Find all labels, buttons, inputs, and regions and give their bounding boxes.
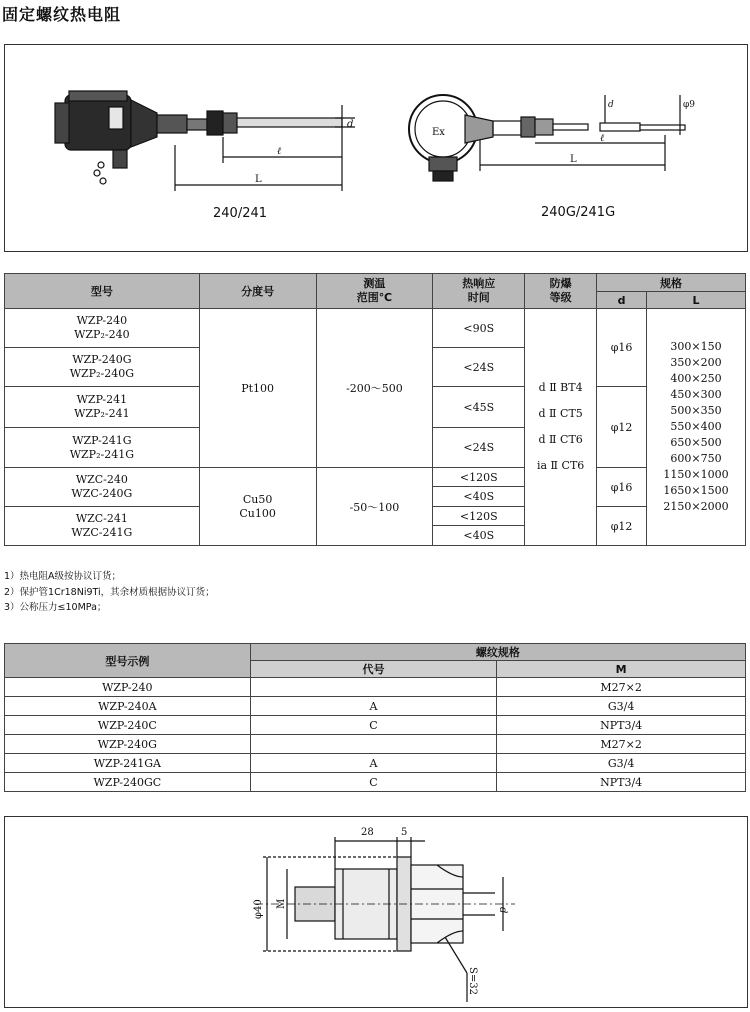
L-value: 1650×1500 bbox=[663, 484, 729, 497]
L-value: 400×250 bbox=[670, 372, 722, 385]
header-code: 代号 bbox=[250, 661, 497, 678]
thread-m: NPT3/4 bbox=[497, 716, 746, 735]
note-item: 1）热电阻A级按协议订货； bbox=[4, 571, 122, 582]
header-explosion bbox=[525, 274, 597, 309]
header-graduation: 分度号 bbox=[199, 274, 316, 309]
header-d: d bbox=[597, 292, 647, 309]
example-model: WZP-240A bbox=[5, 697, 251, 716]
header-range-line2: 范围℃ bbox=[356, 291, 393, 304]
model-cell bbox=[5, 507, 200, 546]
caption-240-241: 240/241 bbox=[213, 206, 268, 221]
range-pt: -200～500 bbox=[316, 309, 433, 468]
header-range-line1: 测温 bbox=[363, 277, 386, 290]
L-value: 1150×1000 bbox=[663, 468, 729, 481]
L-value: 500×350 bbox=[670, 404, 722, 417]
thread-code: A bbox=[250, 697, 497, 716]
ex-mark: Ex bbox=[432, 127, 445, 138]
table-row bbox=[5, 754, 746, 773]
example-model: WZP-240GC bbox=[5, 773, 251, 792]
dim-phi40: φ40 bbox=[253, 899, 264, 919]
header-response-line2: 时间 bbox=[467, 291, 490, 304]
dim-phi9: φ9 bbox=[683, 100, 696, 110]
table-row bbox=[5, 735, 746, 754]
page-title: 固定螺纹热电阻 bbox=[2, 5, 122, 24]
fitting-svg bbox=[5, 817, 747, 1007]
example-model: WZP-240C bbox=[5, 716, 251, 735]
figure-thread-fitting bbox=[4, 816, 748, 1008]
model-cell bbox=[5, 348, 200, 387]
table-row bbox=[5, 773, 746, 792]
header-L: L bbox=[647, 292, 746, 309]
explosion-grade: d Ⅱ CT6 bbox=[538, 433, 583, 446]
header-spec: 规格 bbox=[597, 274, 746, 292]
model-cell bbox=[5, 468, 200, 507]
L-value: 2150×2000 bbox=[663, 500, 729, 513]
graduation-pt: Pt100 bbox=[199, 309, 316, 468]
response-cell: <90S bbox=[433, 309, 525, 348]
dim-d: d bbox=[497, 907, 508, 914]
d-cell: φ16 bbox=[597, 309, 647, 387]
header-model: 型号 bbox=[5, 274, 200, 309]
model-name: WZC-240 bbox=[75, 473, 128, 486]
model-name: WZP₂-240G bbox=[69, 367, 134, 380]
thread-m: M27×2 bbox=[497, 735, 746, 754]
header-response bbox=[433, 274, 525, 309]
d-cell: φ12 bbox=[597, 387, 647, 468]
spec-table bbox=[4, 273, 746, 546]
response-cell: <120S bbox=[433, 468, 525, 487]
caption-240G-241G: 240G/241G bbox=[541, 205, 616, 220]
thread-table bbox=[4, 643, 746, 792]
dim-l-left: ℓ bbox=[277, 146, 282, 157]
L-value: 550×400 bbox=[670, 420, 722, 433]
dim-S32: S=32 bbox=[467, 967, 478, 995]
explosion-cell bbox=[525, 309, 597, 546]
model-name: WZP-240G bbox=[72, 353, 132, 366]
dim-L-right: L bbox=[570, 154, 577, 165]
graduation-value: Cu100 bbox=[239, 506, 276, 520]
range-cu: -50～100 bbox=[316, 468, 433, 546]
d-cell: φ16 bbox=[597, 468, 647, 507]
response-cell: <120S bbox=[433, 507, 525, 526]
table-row bbox=[5, 678, 746, 697]
thread-code: C bbox=[250, 716, 497, 735]
response-cell: <45S bbox=[433, 387, 525, 428]
L-cell bbox=[647, 309, 746, 546]
explosion-grade: d Ⅱ CT5 bbox=[538, 407, 583, 420]
model-name: WZP₂-240 bbox=[74, 328, 130, 341]
header-example: 型号示例 bbox=[5, 644, 251, 678]
explosion-grade: d Ⅱ BT4 bbox=[538, 381, 583, 394]
thread-code: C bbox=[250, 773, 497, 792]
dim-28: 28 bbox=[361, 827, 374, 838]
header-range bbox=[316, 274, 433, 309]
header-thread: 螺纹规格 bbox=[250, 644, 745, 661]
L-value: 450×300 bbox=[670, 388, 722, 401]
figure-thermal-resistor-drawings bbox=[4, 44, 748, 252]
thread-m: G3/4 bbox=[497, 754, 746, 773]
L-value: 650×500 bbox=[670, 436, 722, 449]
table-row bbox=[5, 697, 746, 716]
thread-m: NPT3/4 bbox=[497, 773, 746, 792]
thread-m: G3/4 bbox=[497, 697, 746, 716]
dim-L-left: L bbox=[255, 174, 262, 185]
header-explosion-line2: 等级 bbox=[549, 291, 572, 304]
model-name: WZC-240G bbox=[71, 487, 133, 500]
thread-code bbox=[250, 678, 497, 697]
model-name: WZP-241G bbox=[72, 433, 132, 447]
model-cell bbox=[5, 428, 200, 468]
graduation-value: Cu50 bbox=[242, 492, 273, 506]
dim-5: 5 bbox=[401, 827, 408, 838]
thread-m: M27×2 bbox=[497, 678, 746, 697]
L-value: 350×200 bbox=[670, 356, 722, 369]
header-response-line1: 热响应 bbox=[462, 277, 496, 290]
dim-l-right: ℓ bbox=[600, 133, 605, 144]
header-m: M bbox=[497, 661, 746, 678]
response-cell: <24S bbox=[433, 428, 525, 468]
example-model: WZP-240G bbox=[5, 735, 251, 754]
model-name: WZP-240 bbox=[76, 314, 128, 327]
response-cell: <40S bbox=[433, 487, 525, 507]
explosion-grade: ia Ⅱ CT6 bbox=[536, 459, 585, 472]
model-cell bbox=[5, 309, 200, 348]
drawing-240-241 bbox=[55, 91, 355, 191]
example-model: WZP-241GA bbox=[5, 754, 251, 773]
notes bbox=[4, 569, 215, 616]
header-explosion-line1: 防爆 bbox=[549, 277, 572, 290]
model-name: WZP₂-241 bbox=[74, 407, 130, 420]
L-value: 600×750 bbox=[670, 452, 722, 465]
example-model: WZP-240 bbox=[5, 678, 251, 697]
drawing-svg bbox=[5, 45, 747, 251]
note-item: 3）公称压力≤10MPa； bbox=[4, 602, 107, 613]
thread-code: A bbox=[250, 754, 497, 773]
response-cell: <24S bbox=[433, 348, 525, 387]
model-name: WZP-241 bbox=[76, 393, 128, 406]
dim-d-right: d bbox=[608, 100, 614, 110]
d-cell: φ12 bbox=[597, 507, 647, 546]
response-cell: <40S bbox=[433, 526, 525, 546]
drawing-240G-241G bbox=[409, 95, 685, 181]
model-name: WZC-241G bbox=[71, 526, 133, 539]
thread-code bbox=[250, 735, 497, 754]
model-cell bbox=[5, 387, 200, 428]
note-item: 2）保护管1Cr18Ni9Ti，其余材质根据协议订货； bbox=[4, 586, 215, 598]
dim-M: M bbox=[276, 898, 287, 909]
model-name: WZP₂-241G bbox=[69, 447, 134, 461]
graduation-cu bbox=[199, 468, 316, 546]
L-value: 300×150 bbox=[670, 340, 722, 353]
model-name: WZC-241 bbox=[75, 512, 128, 525]
dim-d-left: d bbox=[347, 119, 354, 130]
table-row bbox=[5, 716, 746, 735]
